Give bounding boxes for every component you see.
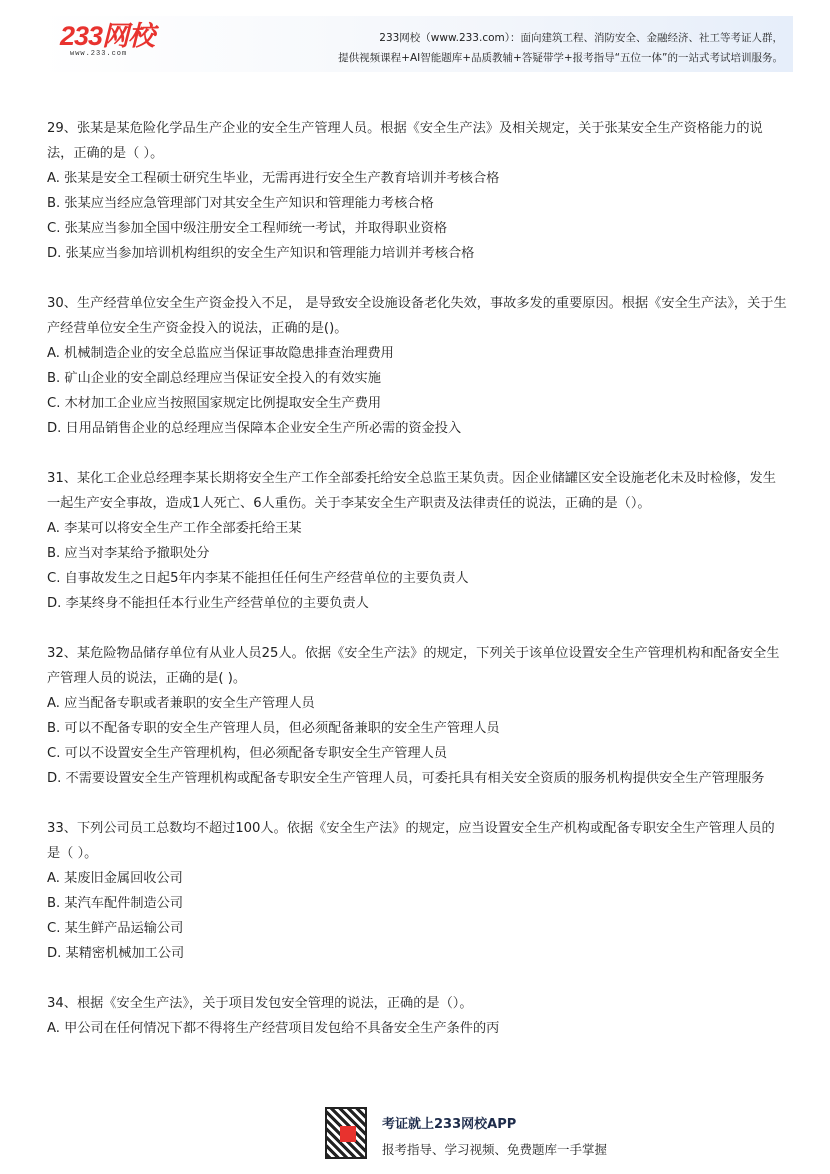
- answer-option: A. 某废旧金属回收公司: [47, 871, 183, 886]
- question-stem: 33、下列公司员工总数均不超过100人。依据《安全生产法》的规定，应当设置安全生产机构或配备专职安全生产管理人员的是（ ）。: [47, 821, 775, 861]
- answer-option: C. 自事故发生之日起5年内李某不能担任任何生产经营单位的主要负责人: [47, 571, 469, 586]
- question: [47, 641, 787, 791]
- answer-option: C. 可以不设置安全生产管理机构，但必须配备专职安全生产管理人员: [47, 746, 448, 761]
- answer-option: B. 应当对李某给予撤职处分: [47, 546, 210, 561]
- answer-option: D. 某精密机械加工公司: [47, 946, 185, 961]
- answer-option: B. 某汽车配件制造公司: [47, 896, 184, 911]
- answer-option: B. 矿山企业的安全副总经理应当保证安全投入的有效实施: [47, 371, 381, 386]
- question: [47, 116, 787, 266]
- question-stem: 34、根据《安全生产法》，关于项目发包安全管理的说法，正确的是（）。: [47, 996, 473, 1011]
- question: [47, 466, 787, 616]
- answer-option: A. 李某可以将安全生产工作全部委托给王某: [47, 521, 302, 536]
- answer-option: C. 木材加工企业应当按照国家规定比例提取安全生产费用: [47, 396, 382, 411]
- page-header: [38, 16, 793, 72]
- header-line-1: 233网校（www.233.com）：面向建筑工程、消防安全、金融经济、社工等考证人群，: [379, 32, 783, 44]
- question-stem: 29、张某是某危险化学品生产企业的安全生产管理人员。根据《安全生产法》及相关规定，关于张某安全生产资格能力的说法，正确的是（ ）。: [47, 121, 763, 161]
- question-stem: 31、某化工企业总经理李某长期将安全生产工作全部委托给安全总监王某负责。因企业储罐区安全设施老化未及时检修，发生一起生产安全事故，造成1人死亡、6人重伤。关于李某安全生产职责及法律责任的说法，正确的是（）。: [47, 471, 776, 511]
- qr-logo-badge: [340, 1126, 356, 1142]
- answer-option: A. 甲公司在任何情况下都不得将生产经营项目发包给不具备安全生产条件的丙: [47, 1021, 500, 1036]
- question-list: [47, 116, 787, 1066]
- answer-option: A. 张某是安全工程硕士研究生毕业，无需再进行安全生产教育培训并考核合格: [47, 171, 500, 186]
- logo-text: 233网校: [60, 21, 155, 51]
- footer-subtitle: 报考指导、学习视频、免费题库一手掌握: [382, 1142, 608, 1157]
- qr-code-icon: [325, 1107, 367, 1159]
- answer-option: B. 张某应当经应急管理部门对其安全生产知识和管理能力考核合格: [47, 196, 434, 211]
- question: [47, 991, 787, 1041]
- question-stem: 32、某危险物品储存单位有从业人员25人。依据《安全生产法》的规定，下列关于该单位设置安全生产管理机构和配备安全生产管理人员的说法，正确的是( )。: [47, 646, 780, 686]
- answer-option: D. 李某终身不能担任本行业生产经营单位的主要负责人: [47, 596, 369, 611]
- answer-option: C. 某生鲜产品运输公司: [47, 921, 184, 936]
- answer-option: A. 机械制造企业的安全总监应当保证事故隐患排查治理费用: [47, 346, 394, 361]
- question: [47, 291, 787, 441]
- logo: [60, 22, 154, 58]
- footer-title: 考证就上233网校APP: [382, 1117, 517, 1132]
- question: [47, 816, 787, 966]
- answer-option: D. 不需要设置安全生产管理机构或配备专职安全生产管理人员，可委托具有相关安全资质的服务机构提供安全生产管理服务: [47, 771, 765, 786]
- logo-url: www.233.com: [70, 50, 128, 58]
- answer-option: B. 可以不配备专职的安全生产管理人员，但必须配备兼职的安全生产管理人员: [47, 721, 500, 736]
- answer-option: D. 张某应当参加培训机构组织的安全生产知识和管理能力培训并考核合格: [47, 246, 475, 261]
- header-line-2: 提供视频课程+AI智能题库+品质教辅+答疑带学+报考指导“五位一体”的一站式考试培训服务。: [338, 52, 783, 64]
- answer-option: A. 应当配备专职或者兼职的安全生产管理人员: [47, 696, 315, 711]
- answer-option: C. 张某应当参加全国中级注册安全工程师统一考试，并取得职业资格: [47, 221, 448, 236]
- header-description: [338, 28, 783, 68]
- question-stem: 30、生产经营单位安全生产资金投入不足， 是导致安全设施设备老化失效，事故多发的重要原因。根据《安全生产法》，关于生产经营单位安全生产资金投入的说法，正确的是()。: [47, 296, 787, 336]
- answer-option: D. 日用品销售企业的总经理应当保障本企业安全生产所必需的资金投入: [47, 421, 462, 436]
